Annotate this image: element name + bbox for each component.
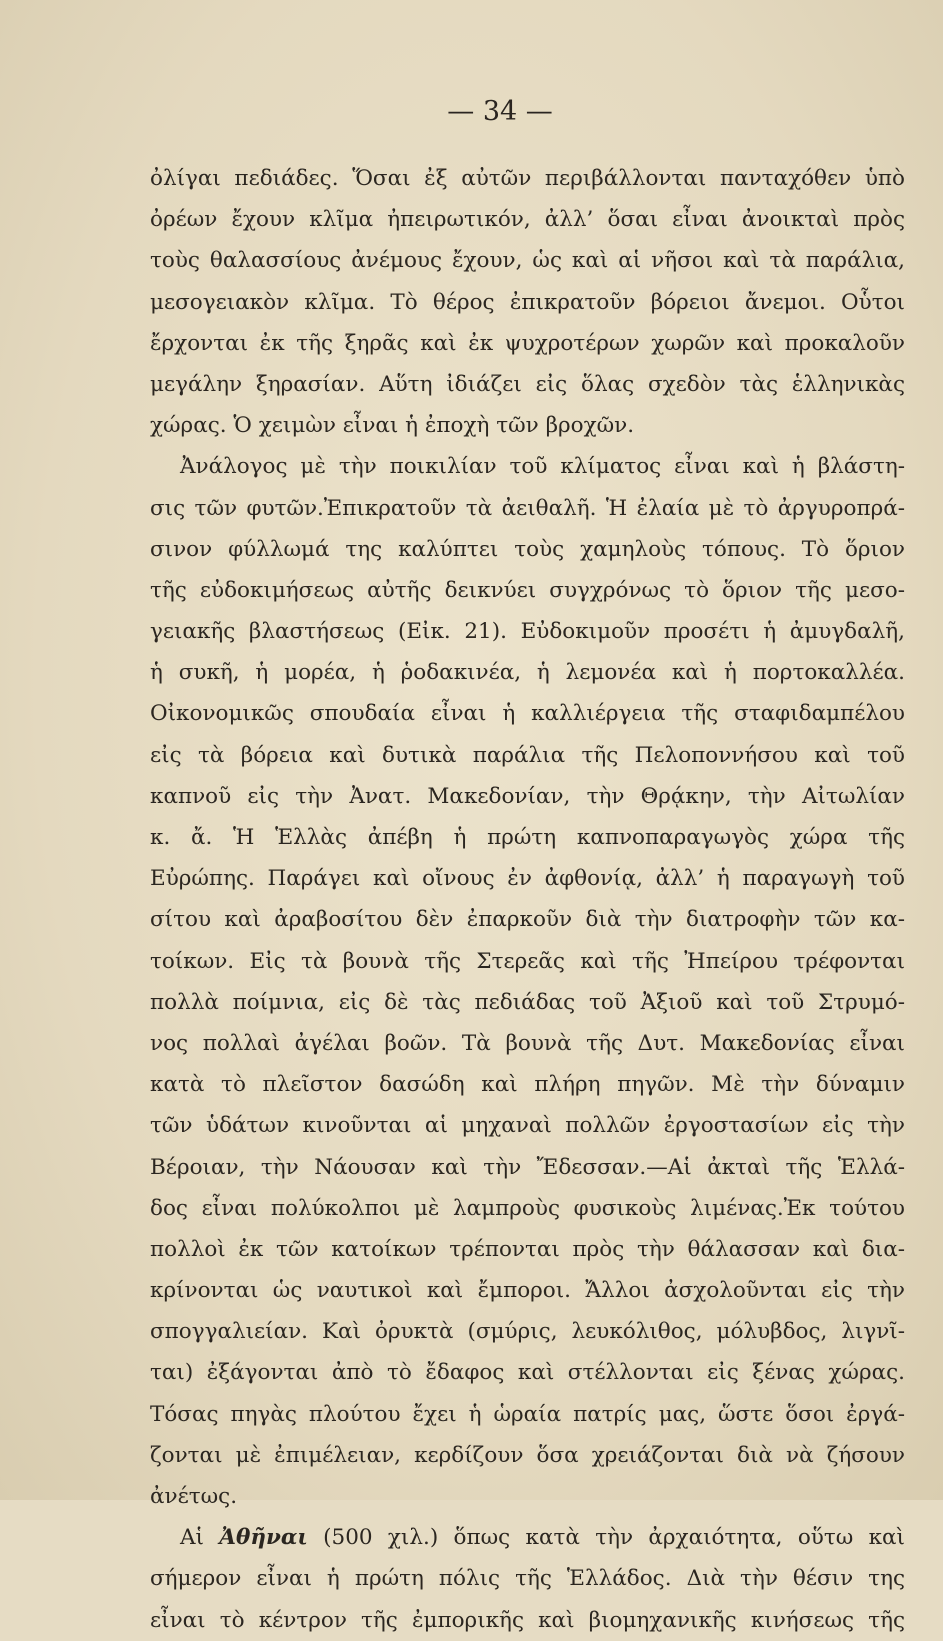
text-line: ἡ συκῆ, ἡ μορέα, ἡ ῥοδακινέα, ἡ λεμονέα καὶ ἡ πορτοκαλλέα. [150, 660, 905, 686]
text-line: σις τῶν φυτῶν.Ἐπικρατοῦν τὰ ἀειθαλῆ. Ἡ ἐλαία μὲ τὸ ἀργυροπρά- [150, 495, 905, 521]
athens-article: Αἱ [180, 1525, 204, 1551]
text-line: μεγάλην ξηρασίαν. Αὕτη ἰδιάζει εἰς ὅλας σχεδὸν τὰς ἑλληνικὰς [150, 371, 905, 397]
text-line: γειακῆς βλαστήσεως (Εἰκ. 21). Εὐδοκιμοῦν προσέτι ἡ ἀμυγδαλῆ, [150, 619, 905, 645]
text-line: εἰς τὰ βόρεια καὶ δυτικὰ παράλια τῆς Πελοποννήσου καὶ τοῦ [150, 742, 905, 768]
text-line: κ. ἄ. Ἡ Ἑλλὰς ἀπέβη ἡ πρώτη καπνοπαραγωγὸς χώρα τῆς [150, 825, 905, 850]
text-line: σίτου καὶ ἀραβοσίτου δὲν ἐπαρκοῦν διὰ τὴν διατροφὴν τῶν κα- [150, 907, 905, 933]
body-text [150, 158, 905, 1641]
text-line: ται) ἐξάγονται ἀπὸ τὸ ἔδαφος καὶ στέλλονται εἰς ξένας χώρας. [150, 1360, 905, 1386]
text-line: κατὰ τὸ πλεῖστον δασώδη καὶ πλήρη πηγῶν. Μὲ τὴν δύναμιν [150, 1072, 905, 1098]
text-line: τοὺς θαλασσίους ἀνέμους ἔχουν, ὡς καὶ αἱ νῆσοι καὶ τὰ παράλια, [150, 248, 905, 274]
athens-text: (500 χιλ.) ὅπως κατὰ τὴν ἀρχαιότητα, οὕτω καὶ [323, 1525, 905, 1551]
text-line: τῶν ὑδάτων κινοῦνται αἱ μηχαναὶ πολλῶν ἐργοστασίων εἰς τὴν [150, 1113, 905, 1139]
text-line: ὀλίγαι πεδιάδες. Ὅσαι ἐξ αὐτῶν περιβάλλονται πανταχόθεν ὑπὸ [150, 166, 905, 191]
text-line: Οἰκονομικῶς σπουδαία εἶναι ἡ καλλιέργεια τῆς σταφιδαμπέλου [150, 701, 905, 727]
page-number: — 34 — [447, 96, 553, 127]
text-line: μεσογειακὸν κλῖμα. Τὸ θέρος ἐπικρατοῦν βόρειοι ἄνεμοι. Οὗτοι [150, 289, 905, 315]
text-line: ἀνέτως. [150, 1484, 238, 1509]
athens-heading: Ἀθῆναι [219, 1525, 308, 1551]
text-line: χώρας. Ὁ χειμὼν εἶναι ἡ ἐποχὴ τῶν βροχῶν. [150, 413, 635, 439]
text-line: Τόσας πηγὰς πλούτου ἔχει ἡ ὡραία πατρίς μας, ὥστε ὅσοι ἐργά- [150, 1401, 905, 1427]
text-line: καπνοῦ εἰς τὴν Ἀνατ. Μακεδονίαν, τὴν Θρᾴκην, τὴν Αἰτωλίαν [150, 783, 905, 809]
text-line: Εὐρώπης. Παράγει καὶ οἴνους ἐν ἀφθονίᾳ, ἀλλ’ ἡ παραγωγὴ τοῦ [150, 866, 905, 892]
text-line: σήμερον εἶναι ἡ πρώτη πόλις τῆς Ἑλλάδος. Διὰ τὴν θέσιν της [150, 1566, 905, 1592]
text-line-athens [150, 1517, 905, 1558]
text-line: δος εἶναι πολύκολποι μὲ λαμπροὺς φυσικοὺς λιμένας.Ἐκ τούτου [150, 1195, 905, 1221]
text-line: πολλοὶ ἐκ τῶν κατοίκων τρέπονται πρὸς τὴν θάλασσαν καὶ δια- [150, 1236, 905, 1262]
text-line: ζονται μὲ ἐπιμέλειαν, κερδίζουν ὅσα χρειάζονται διὰ νὰ ζήσουν [150, 1442, 905, 1468]
text-line: τῆς εὐδοκιμήσεως αὐτῆς δεικνύει συγχρόνως τὸ ὅριον τῆς μεσο- [150, 577, 905, 603]
text-line: σινον φύλλωμά της καλύπτει τοὺς χαμηλοὺς τόπους. Τὸ ὅριον [150, 536, 905, 562]
text-line: τοίκων. Εἰς τὰ βουνὰ τῆς Στερεᾶς καὶ τῆς Ἠπείρου τρέφονται [150, 948, 905, 974]
text-line: πολλὰ ποίμνια, εἰς δὲ τὰς πεδιάδας τοῦ Ἀξιοῦ καὶ τοῦ Στρυμό- [150, 989, 905, 1015]
text-line: Βέροιαν, τὴν Νάουσαν καὶ τὴν Ἔδεσσαν.—Αἱ ἀκταὶ τῆς Ἑλλά- [150, 1154, 905, 1180]
text-line: ὀρέων ἔχουν κλῖμα ἠπειρωτικόν, ἀλλ’ ὅσαι εἶναι ἀνοικταὶ πρὸς [150, 207, 905, 233]
text-line: σπογγαλιείαν. Καὶ ὀρυκτὰ (σμύρις, λευκόλιθος, μόλυβδος, λιγνῖ- [150, 1319, 905, 1345]
text-line: εἶναι τὸ κέντρον τῆς ἐμπορικῆς καὶ βιομηχανικῆς κινήσεως τῆς [150, 1607, 905, 1633]
text-line: νος πολλαὶ ἀγέλαι βοῶν. Τὰ βουνὰ τῆς Δυτ. Μακεδονίας εἶναι [150, 1030, 905, 1056]
text-line: ἔρχονται ἐκ τῆς ξηρᾶς καὶ ἐκ ψυχροτέρων χωρῶν καὶ προκαλοῦν [150, 330, 905, 356]
text-line: κρίνονται ὡς ναυτικοὶ καὶ ἔμποροι. Ἄλλοι ἀσχολοῦνται εἰς τὴν [150, 1278, 905, 1304]
text-line: Ἀνάλογος μὲ τὴν ποικιλίαν τοῦ κλίματος εἶναι καὶ ἡ βλάστη- [180, 454, 905, 480]
